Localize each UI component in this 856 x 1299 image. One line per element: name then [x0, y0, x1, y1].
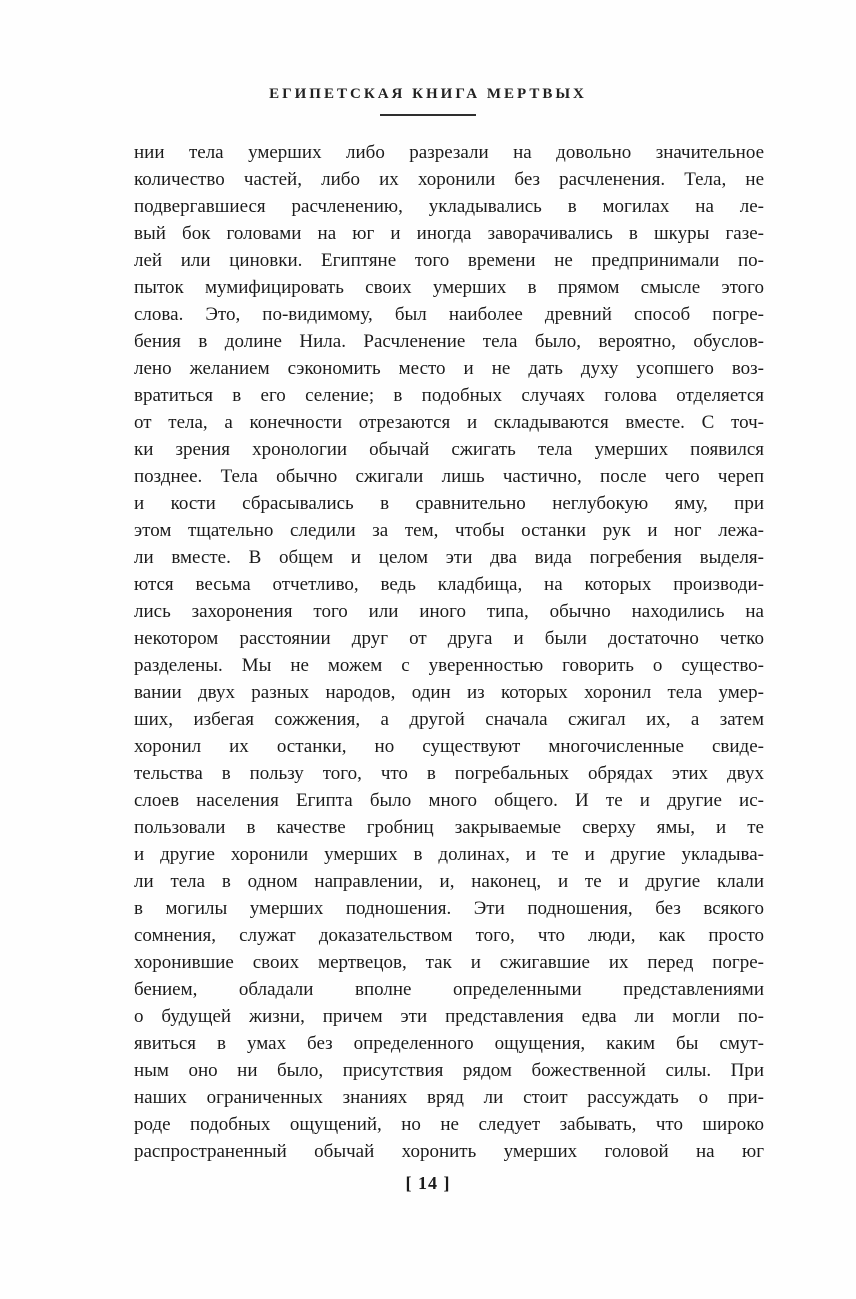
text-line: ших, избегая сожжения, а другой сначала сжигал их, а затем: [134, 709, 764, 730]
text-line: ются весьма отчетливо, ведь кладбища, на которых производи-: [134, 574, 764, 595]
text-line: ли вместе. В общем и целом эти два вида погребения выделя-: [134, 547, 764, 568]
body-text-block: [134, 139, 764, 1165]
text-line: вании двух разных народов, один из которых хоронил тела умер-: [134, 682, 764, 703]
text-line: и другие хоронили умерших в долинах, и те и другие укладыва-: [134, 844, 764, 865]
header-ornament-line: [380, 114, 476, 116]
text-line: вый бок головами на юг и иногда заворачивались в шкуры газе-: [134, 223, 764, 244]
text-line: явиться в умах без определенного ощущения, каким бы смут-: [134, 1033, 764, 1054]
text-line: хоронившие своих мертвецов, так и сжигавшие их перед погре-: [134, 952, 764, 973]
text-line: ки зрения хронологии обычай сжигать тела умерших появился: [134, 439, 764, 460]
text-line: слоев населения Египта было много общего. И те и другие ис-: [134, 790, 764, 811]
running-head-title: ЕГИПЕТСКАЯ КНИГА МЕРТВЫХ: [269, 86, 587, 102]
text-line: распространенный обычай хоронить умерших головой на юг: [134, 1141, 764, 1162]
text-line: тельства в пользу того, что в погребальных обрядах этих двух: [134, 763, 764, 784]
text-line: нии тела умерших либо разрезали на довольно значительное: [134, 142, 764, 163]
text-line: подвергавшиеся расчленению, укладывались в могилах на ле-: [134, 196, 764, 217]
text-line: лей или циновки. Египтяне того времени не предпринимали по-: [134, 250, 764, 271]
text-line: лено желанием сэкономить место и не дать духу усопшего воз-: [134, 358, 764, 379]
text-line: разделены. Мы не можем с уверенностью говорить о существо-: [134, 655, 764, 676]
text-line: этом тщательно следили за тем, чтобы останки рук и ног лежа-: [134, 520, 764, 541]
text-line: ли тела в одном направлении, и, наконец, и те и другие клали: [134, 871, 764, 892]
text-line: сомнения, служат доказательством того, что люди, как просто: [134, 925, 764, 946]
text-line: пользовали в качестве гробниц закрываемые сверху ямы, и те: [134, 817, 764, 838]
text-line: ным оно ни было, присутствия рядом божественной силы. При: [134, 1060, 764, 1081]
text-line: пыток мумифицировать своих умерших в прямом смысле этого: [134, 277, 764, 298]
text-line: позднее. Тела обычно сжигали лишь частично, после чего череп: [134, 466, 764, 487]
text-line: и кости сбрасывались в сравнительно неглубокую яму, при: [134, 493, 764, 514]
text-line: о будущей жизни, причем эти представления едва ли могли по-: [134, 1006, 764, 1027]
text-line: в могилы умерших подношения. Эти подношения, без всякого: [134, 898, 764, 919]
text-line: лись захоронения того или иного типа, обычно находились на: [134, 601, 764, 622]
text-line: хоронил их останки, но существуют многочисленные свиде-: [134, 736, 764, 757]
text-line: количество частей, либо их хоронили без расчленения. Тела, не: [134, 169, 764, 190]
text-line: слова. Это, по-видимому, был наиболее древний способ погре-: [134, 304, 764, 325]
text-line: некотором расстоянии друг от друга и были достаточно четко: [134, 628, 764, 649]
text-line: бением, обладали вполне определенными представлениями: [134, 979, 764, 1000]
text-line: бения в долине Нила. Расчленение тела было, вероятно, обуслов-: [134, 331, 764, 352]
text-line: роде подобных ощущений, но не следует забывать, что широко: [134, 1114, 764, 1135]
page-number: [ 14 ]: [405, 1173, 451, 1193]
text-line: от тела, а конечности отрезаются и складываются вместе. С точ-: [134, 412, 764, 433]
text-line: вратиться в его селение; в подобных случаях голова отделяется: [134, 385, 764, 406]
text-line: наших ограниченных знаниях вряд ли стоит рассуждать о при-: [134, 1087, 764, 1108]
